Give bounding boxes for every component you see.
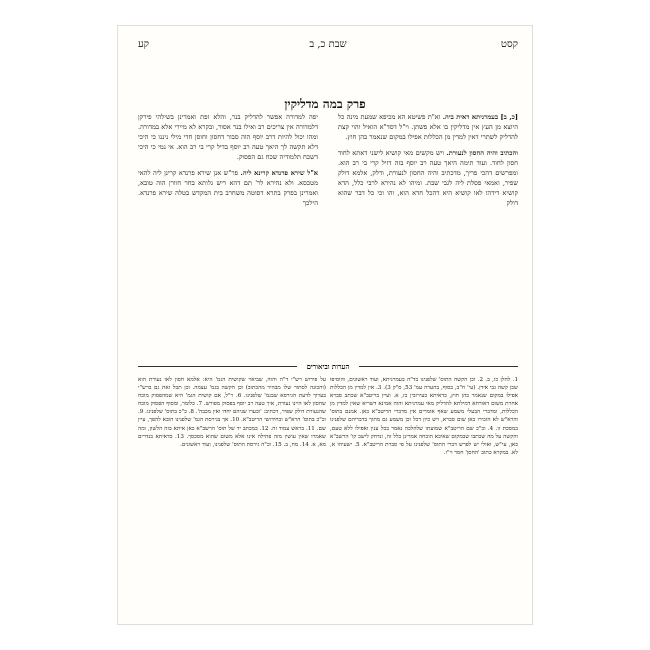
- paragraph-text: וא"ת פשיטא הא מכיפא שמעת מינה כל היוצא מן העץ אין מדליקין בו אלא פשתן. וי"ל דסד"א הואיל והוי קצת להדליק לשתרי דאין למדין מן הכללות אפילו במקום שנאמר בהן חוץ.: [338, 113, 518, 141]
- notes-column-left: על פירוש רש"י ד"ה והוה, שביאר שקושית הגמ' היא: אלמא חסון לאו נעורת הוא (והכונה לסתור שלו מבהיר מהכתוב) וכן הקשה בגמ' עצמה. וכן תכל זאת גם ברש"י בערוך לדעת הגירסא שבגמ' שלפנינו. 6. ר"ל, אם קושית הגמ' היא שמהפסוק מוכח שחסון לאו היינו נעורת, איך טעה רב יוסף בפסוק מפורש. 7. כלומר, ומסוף הפסוק מוכח שהנעורת דולק שפיר, דכתיב: 'ובערו שניהם יחדו ואין מכבה'. 8. כ"כ בתוס' שלפנינו. 9. וכ"כ בתוס' הרא"ש ובחידושי הריטב"א. 10. אך בגירסת הגמ' שלפנינו הובא להפך, עיין שם. 11. בראש עמוד זה. 12. במכתב יד של תוס' הרשב"א כאן איתא בזה הלשון, ומה שאמרו שאין עושין מזה פתילה אינו אלא משום שהוא מסכסך. 13. כדאיתא בנדרים מא, א. 14. מח, ב. 15. וכ"ה גירסת התוס' שלפנינו, ועוד ראשונים.: [138, 377, 326, 448]
- paragraph-text: פר"ש אנן שירא פרנדא קרינן ליה להאי מטכסא. ולא נהירא לר' תם דהא ריש גלותא בחר חוורן הוה טובא, ואמרינן בפרק בתרא דסוטה משחרב בית המקדש בטלה שירא פרנדא. הילכך: [138, 169, 318, 207]
- paragraph-text: ויש מקשים מאי קושיא לישני דאתא לחוד חסון לחוד. ועוד תימה היאך טעה רב יוסף בזה דזיל קרי בי רב הוא. ומפרשים דהכי פריך, מדכתיב והיה החסון לנעורת, ודלק, אלמא דולק שפיר, ואמאי פסלת ליה לגבי שבת. ומיהו לא נהירא לרבי כלל, הדא קושיא דידהו לאו קושיא היא דהכל חדא הוא, והו וכי כל דבר שהוא דולק: [338, 149, 518, 207]
- notes-heading: [138, 361, 518, 371]
- running-title: שבת כ, ב: [309, 38, 347, 50]
- paragraph-text: יפה למדורה אפשר להדליק בנר, והלא זפת ואמרינן בשילהי פירקן דלמדורה אין צריכים רב ואילו בנר אסור, ובקרא לא מיירי אלא במדורה. ומהו יכול להיות דרב יוסף הוה סבור דחסון וחוסן חדי מילי ניננו כי היכי דלא תקשה לך היאך טעה רב יוסף בדיל קרי בי רב הוא. אי נמי כי היכי דשכח תלמודיה שכח גם הפסוק.: [138, 113, 318, 161]
- book-page: [118, 26, 532, 624]
- paragraph: [338, 148, 518, 208]
- dibur-hamatchil: [כ, ב] בעמרניתא דאית ביה.: [442, 113, 518, 121]
- running-header: [138, 36, 518, 52]
- notes-column-right: 1. להלן כו, ב. 2. וכן הקשה התוס' שלפנינו בד"ה בעמרניתא, ועוד ראשונים, והוסיפו שכן קשה גבי אידן. (עי' ח"ב, בסוף, בהערה עמ' 53, ס"ק 3). 3. אין למדין מן הכללות אפילו במקום שנאמר בהן חוץ, כדאיתא בעירובין כז, א. ועיין בריטב"א שכתב סברא אחרת משום דאורחא דמילתא להדליק מאי עמרניתא והוה אמינא דשריא שאין למדין מן הכללות, ומדברי הבעלי משמע שאף אומרים אין מדברי הריטב"א כאן. אמנם בתוס' והרא"ש לא הזכירו כאן שום סברא, ויש כיון דכל וכן משמע גם מתוך בדבריהם שלפנינו במסכת זו. 4. וכ"כ שם הריטב"א שמועתו שלהלכה נאמר בכל ענין ואפילו ללא טעם, והקשה על מה שכתבו שבמקום שאיכא הוכחה אמרינן כלל זה, ונדחק לישב קו' הרשב"א כאן, עי"ש, ואולי יש לפרש דברי התוס' שלפנינו על פי סברת הריטב"א. 5. ישעיהו א, לא. במקרא כתוב 'החסן' חסר וי"ו.: [330, 377, 518, 456]
- main-text-column-right: [338, 112, 518, 214]
- dibur-hamatchil: א"ל שירא פרנדא קרינא ליה.: [240, 169, 318, 177]
- folio-number-left: קע: [138, 38, 150, 50]
- chapter-title: פרק במה מדליקין: [284, 97, 366, 111]
- paragraph: [138, 168, 318, 208]
- main-text-column-left: [138, 112, 318, 214]
- paragraph: [138, 112, 318, 162]
- paragraph: [338, 112, 518, 142]
- dibur-hamatchil: והכתיב והיה החסון לנעורת.: [446, 149, 518, 157]
- divider: [138, 366, 297, 367]
- folio-number-right: קסט: [500, 38, 518, 50]
- divider: [359, 366, 518, 367]
- notes-label: הערות וביאורים: [306, 361, 350, 371]
